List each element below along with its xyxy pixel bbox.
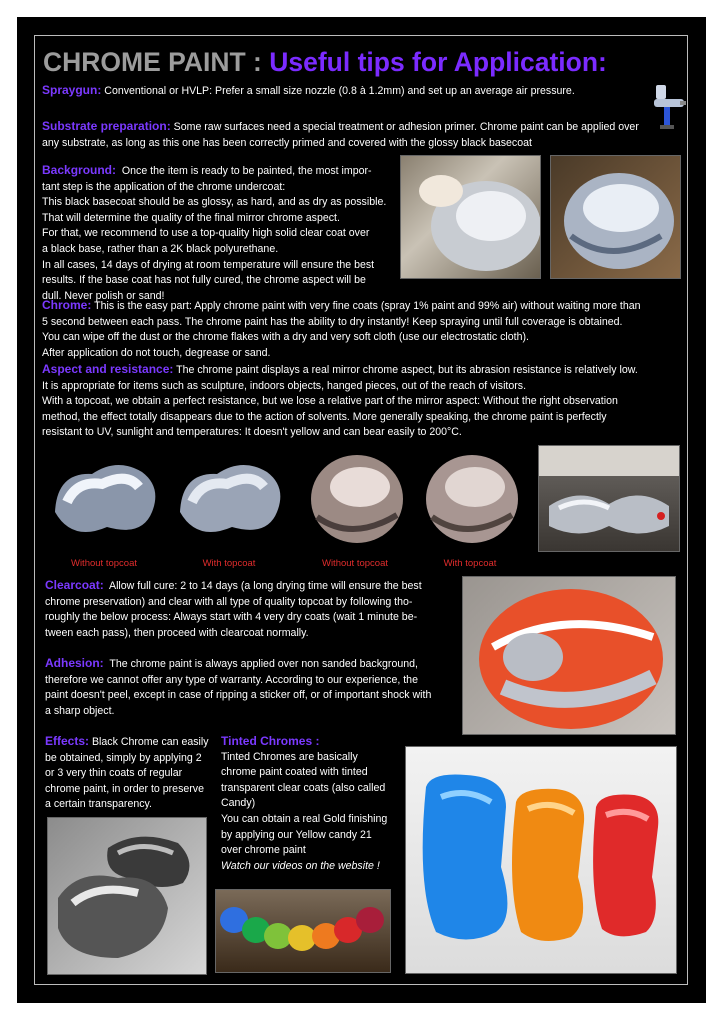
aspect-line: With a topcoat, we obtain a perfect resistance, but we lose a relative part of the mirror aspect: Without the right observation [42,395,618,408]
effects-line: a certain transparency. [45,798,152,811]
background-line: Once the item is ready to be painted, the most impor- [121,165,372,177]
aspect-line: It is appropriate for items such as sculpture, indoors objects, hanged pieces, out of the reach of visitors. [42,379,527,392]
clearcoat-section [45,578,465,641]
background-heading: Background: [42,163,117,177]
tinted-line: by applying our Yellow candy 21 [221,828,372,841]
photo-chrome-parts [538,445,680,552]
caption-without-topcoat: Without topcoat [70,558,137,569]
photo-helmet-topcoat [417,447,522,547]
effects-line: chrome paint, in order to preserve [45,782,204,795]
spraygun-text: Conventional or HVLP: Prefer a small size nozzle (0.8 à 1.2mm) and set up an average air pressure. [104,85,575,97]
photo-tinted-samples-row [215,889,391,973]
substrate-text: Some raw surfaces need a special treatment or adhesion primer. Chrome paint can be applied over any substrate, as long as this one has been correctly primed and covered with the glossy black basecoat [42,121,639,149]
tinted-line: Tinted Chromes are basically [221,750,358,763]
spraygun-section [42,83,632,100]
background-line: For that, we recommend to use a top-quality high solid clear coat over [42,227,370,240]
adhesion-heading: Adhesion: [45,656,104,670]
tinted-heading: Tinted Chromes : [221,734,320,748]
clearcoat-line: roughly the below process: Always start with 4 very dry coats (wait 1 minute be- [45,611,418,624]
photo-candy-samples [405,746,677,974]
chrome-line: 5 second between each pass. The chrome paint has the ability to dry instantly! Keep spraying until full coverage is obtained. [42,315,623,328]
substrate-section [42,119,642,151]
clearcoat-line: chrome preservation) and clear with all type of quality topcoat by following tho- [45,595,413,608]
aspect-section [42,362,692,441]
photo-chrome-sample-topcoat [172,452,287,542]
photo-helmet-wiping [400,155,541,279]
chrome-line: After application do not touch, degrease or sand. [42,346,271,359]
chrome-section [42,298,692,361]
background-section [42,163,422,304]
aspect-line: method, the effect totally disappears due to the action of solvents. More generally speaking, the chrome paint is perfectly [42,410,607,423]
content [17,17,706,1003]
background-line: tant step is the application of the chrome undercoat: [42,180,286,193]
effects-heading: Effects: [45,734,90,748]
photo-black-chrome [47,817,207,975]
title-chrome-paint: CHROME PAINT : [43,47,270,77]
effects-line: or 3 very thin coats of regular [45,767,183,780]
title-useful-tips: Useful tips for Application: [269,47,607,77]
adhesion-line: therefore we cannot offer any type of warranty. According to our experience, the [45,673,418,686]
clearcoat-heading: Clearcoat: [45,578,104,592]
tinted-line: You can obtain a real Gold finishing [221,812,388,825]
aspect-line: resistant to UV, sunlight and temperatures: It doesn't yellow and can bear easily to 200°C. [42,426,462,439]
aspect-line: The chrome paint displays a real mirror chrome aspect, but its abrasion resistance is relatively low. [176,364,638,376]
background-line: results. If the base coat has not fully cured, the chrome aspect will be [42,274,366,287]
spraygun-heading: Spraygun: [42,83,102,97]
tinted-line: chrome paint coated with tinted [221,766,368,779]
tinted-section [221,734,401,874]
effects-section [45,734,215,813]
chrome-line: This is the easy part: Apply chrome paint with very fine coats (spray 1% paint and 99% air) without waiting more than [94,300,641,312]
background-line: a black base, rather than a 2K black polyurethane. [42,242,279,255]
tinted-line: Candy) [221,797,256,810]
spraygun-icon [650,83,690,133]
background-line: In all cases, 14 days of drying at room temperature will ensure the best [42,258,375,271]
photo-helmet-no-topcoat [302,447,407,547]
chrome-heading: Chrome: [42,298,92,312]
background-line: That will determine the quality of the final mirror chrome aspect. [42,211,340,224]
photo-chrome-helmet [550,155,681,279]
photo-orange-helmet [462,576,676,735]
videos-note: Watch our videos on the website ! [221,859,380,872]
caption-without-topcoat: Without topcoat [321,558,388,569]
caption-with-topcoat: With topcoat [202,558,256,569]
adhesion-line: a sharp object. [45,704,115,717]
substrate-heading: Substrate preparation: [42,119,171,133]
clearcoat-line: tween each pass), then proceed with clearcoat normally. [45,626,309,639]
aspect-heading: Aspect and resistance: [42,362,174,376]
chrome-line: You can wipe off the dust or the chrome flakes with a dry and very soft cloth (use our electrostatic cloth). [42,331,529,344]
adhesion-line: The chrome paint is always applied over non sanded background, [109,658,418,670]
tinted-line: over chrome paint [221,844,306,857]
effects-line: Black Chrome can easily [91,736,209,748]
adhesion-line: paint doesn't peel, except in case of ripping a sticker off, or of important shock with [45,689,432,702]
caption-with-topcoat: With topcoat [443,558,497,569]
page-title [43,47,607,78]
tinted-line: transparent clear coats (also called [221,781,386,794]
background-line: This black basecoat should be as glossy, as hard, and as dry as possible. [42,196,387,209]
adhesion-section [45,656,465,719]
background-line: dull. Never polish or sand! [42,289,165,302]
effects-line: be obtained, simply by applying 2 [45,751,202,764]
photo-chrome-sample-no-topcoat [47,452,162,542]
clearcoat-line: Allow full cure: 2 to 14 days (a long drying time will ensure the best [109,580,422,592]
